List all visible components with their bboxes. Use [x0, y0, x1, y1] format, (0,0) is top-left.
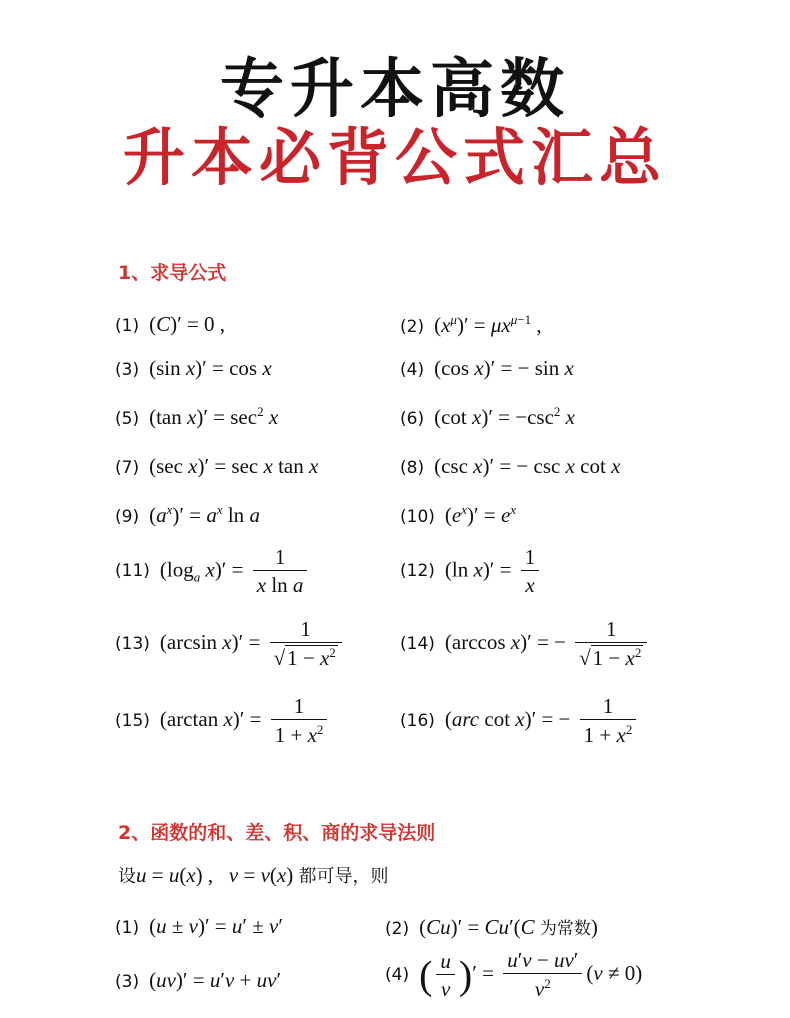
formula-3: (3) (sin x)′ = cos x: [115, 356, 272, 380]
rule-3: (3) (uv)′ = u′v + uv′: [115, 968, 282, 992]
formula-number: (11): [115, 561, 150, 582]
formula-13: (13) (arcsin x)′ = $\frac{1}{√1 - x^2}$: [115, 617, 346, 671]
formula-6: (6) (cot $x)' = -\csc^2$ x: [400, 404, 575, 429]
rule-4: (4) ( $\frac{u}{v}$ )′ = $\frac{u'v - uv'}{v^2}$ (v ≠ 0): [385, 948, 643, 1001]
formula-number: (2): [385, 919, 410, 939]
formula-14: (14) (arccos x)′ = − $\frac{1}{√1 - x^2}$: [400, 617, 651, 671]
formula-number: (12): [400, 561, 435, 582]
formula-16: (16) (arc cot x)′ = − $\frac{1}{1 + x^2}$: [400, 694, 640, 748]
formula-number: (15): [115, 710, 150, 731]
rule-1: (1) (u ± v)′ = u′ ± v′: [115, 914, 283, 938]
rules-intro: 设u = u(x) , v = v(x) 都可导，则: [118, 863, 389, 887]
formula-7: (7) (sec x)′ = sec x tan x: [115, 454, 319, 478]
formula-number: (3): [115, 972, 140, 992]
formula-1: (1) (C)′ = 0 ,: [115, 312, 226, 336]
formula-number: (4): [400, 360, 425, 380]
formula-8: (8) (csc x)′ = − csc x cot x: [400, 454, 621, 478]
rule-2: (2) (Cu)′ = Cu′(C 为常数): [385, 915, 598, 939]
page-title: 专升本高数: [220, 53, 570, 127]
formula-10: (10) $(e^x)' = e^x$: [400, 502, 517, 527]
formula-number: (9): [115, 507, 140, 527]
formula-15: (15) (arctan x)′ = $\frac{1}{1 + x^2}$: [115, 694, 331, 748]
formula-number: (4): [385, 964, 410, 985]
formula-number: (16): [400, 710, 435, 731]
formula-12: (12) (ln x)′ = $\frac{1}{x}$: [400, 545, 543, 598]
formula-number: (2): [400, 317, 425, 337]
formula-9: (9) $(a^x)' = a^x$ ln a: [115, 502, 260, 527]
formula-number: (1): [115, 918, 140, 938]
formula-number: (8): [400, 458, 425, 478]
formula-number: (1): [115, 316, 140, 336]
section-heading-rules: 2、函数的和、差、积、商的求导法则: [118, 822, 436, 844]
formula-number: (3): [115, 360, 140, 380]
page-subtitle: 升本必背公式汇总: [122, 121, 667, 194]
formula-5: (5) (tan $x)' = \sec^2 x$: [115, 404, 279, 429]
formula-number: (10): [400, 507, 435, 527]
formula-2: (2) $(x^\mu)' = \mu x^{\mu-1}$ ,: [400, 312, 542, 337]
formula-number: (14): [400, 633, 435, 654]
section-heading-derivatives: 1、求导公式: [118, 262, 227, 284]
formula-11: (11) ($\log_a$ x)′ = $\frac{1}{\text{x ln a}}$: [115, 545, 311, 598]
formula-number: (5): [115, 409, 140, 429]
formula-number: (13): [115, 633, 150, 654]
formula-number: (6): [400, 409, 425, 429]
formula-number: (7): [115, 458, 140, 478]
formula-4: (4) (cos x)′ = − sin x: [400, 356, 574, 380]
